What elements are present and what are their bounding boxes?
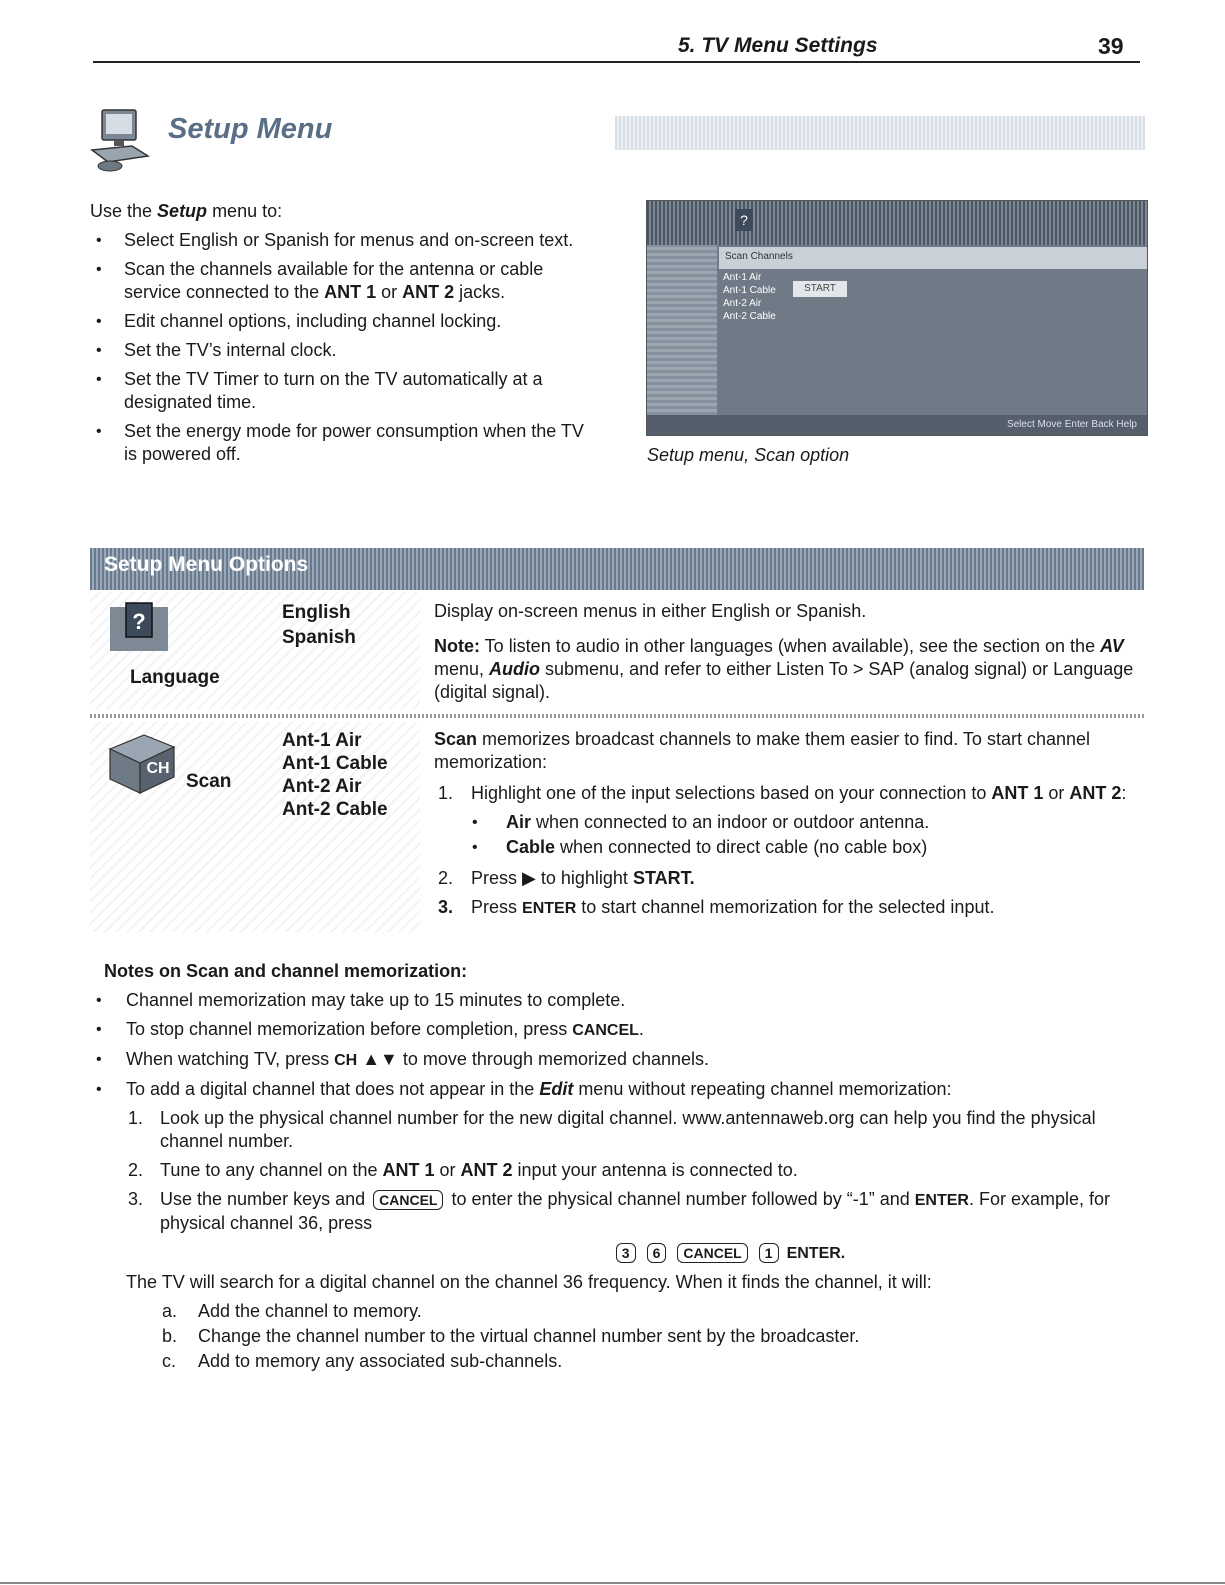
svg-text:CH: CH	[146, 760, 170, 777]
language-note: Note: To listen to audio in other languages (when available), see the section on the AV menu, Audio submenu, and refer to either Listen To > SAP (analog signal) or Language (digital signal).	[434, 636, 1134, 702]
cancel-key-icon: CANCEL	[373, 1190, 443, 1210]
enter-key-label: ENTER.	[786, 1245, 846, 1262]
start-button: START	[793, 281, 847, 297]
note-bullet: • To stop channel memorization before completion, press CANCEL.	[90, 1018, 1134, 1042]
scan-panel-header: Scan Channels	[719, 247, 1147, 269]
notes-heading: Notes on Scan and channel memorization:	[104, 961, 468, 981]
language-question-icon: ?	[735, 209, 753, 231]
page-bottom-edge	[0, 1582, 1225, 1584]
result-item: a. Add the channel to memory.	[162, 1301, 422, 1321]
language-description: Display on-screen menus in either English or Spanish. Note: To listen to audio in other languages (when available), see the section on the AV menu, Audio submenu, and refer to either Listen To > SAP (analog signal) or Language (digital signal).	[434, 601, 1134, 702]
note-bullet: • To add a digital channel that does not appear in the Edit menu without repeating channel memorization:	[90, 1078, 1134, 1101]
cancel-key-icon: CANCEL	[677, 1243, 747, 1263]
screenshot-caption: Setup menu, Scan option	[647, 445, 850, 465]
intro-bullet: • Select English or Spanish for menus and on-screen text.	[90, 229, 600, 252]
note-bullet: • Channel memorization may take up to 15 minutes to complete.	[90, 989, 1134, 1012]
header-divider	[93, 61, 1140, 63]
scan-step: 2. Press ▶ to highlight START.	[438, 868, 695, 888]
result-paragraph: The TV will search for a digital channel on the channel 36 frequency. When it finds the channel, it will:	[126, 1272, 932, 1292]
scan-channels-icon	[104, 729, 178, 797]
scan-options-list: Ant-1 Air Ant-1 Cable Ant-2 Air Ant-2 Cable	[723, 272, 776, 322]
title-decoration	[615, 116, 1145, 150]
up-down-arrow-icon: ▲▼	[362, 1049, 398, 1069]
language-icon	[108, 601, 172, 657]
result-item: b. Change the channel number to the virtual channel number sent by the broadcaster.	[162, 1326, 860, 1346]
intro-lead: Use the Setup menu to:	[90, 201, 283, 221]
intro-bullet: • Set the TV’s internal clock.	[90, 339, 600, 362]
intro-bullet: • Set the energy mode for power consumption when the TV is powered off.	[90, 420, 600, 466]
key-1-icon: 1	[759, 1243, 779, 1263]
result-item: c. Add to memory any associated sub-channels.	[162, 1351, 563, 1371]
scan-option-name: Scan	[186, 771, 232, 792]
submenu-icon-column	[647, 245, 717, 415]
key-sequence	[104, 1241, 1134, 1265]
key-6-icon: 6	[647, 1243, 667, 1263]
options-table-title: Setup Menu Options	[104, 553, 309, 576]
remote-hint-bar: Select Move Enter Back Help	[647, 415, 1147, 435]
note-bullet: • When watching TV, press CH ▲▼ to move through memorized channels.	[90, 1048, 1134, 1072]
language-choices: English Spanish	[282, 602, 356, 648]
scan-substep: • Cable when connected to direct cable (no cable box)	[434, 836, 1134, 859]
note-step: 1. Look up the physical channel number for the new digital channel. www.antennaweb.org can help you find the physical channel number.	[128, 1108, 1096, 1151]
page-title: Setup Menu	[168, 113, 333, 145]
svg-text:?: ?	[132, 609, 146, 634]
scan-substep: • Air when connected to an indoor or outdoor antenna.	[434, 811, 1134, 834]
page-number: 39	[1098, 33, 1124, 59]
scan-notes	[104, 960, 1134, 1375]
setup-monitor-icon	[88, 106, 158, 174]
right-arrow-icon: ▶	[522, 868, 536, 888]
note-step: 2. Tune to any channel on the ANT 1 or ANT 2 input your antenna is connected to.	[128, 1160, 798, 1180]
intro-section	[90, 200, 600, 472]
row-divider	[90, 714, 1144, 718]
section-title: 5. TV Menu Settings	[678, 34, 878, 57]
setup-menu-screenshot	[646, 200, 1148, 436]
scan-step: 3. Press ENTER to start channel memorization for the selected input.	[438, 897, 995, 917]
menu-icon-bar	[647, 201, 1147, 245]
key-3-icon: 3	[616, 1243, 636, 1263]
intro-bullet: • Scan the channels available for the antenna or cable service connected to the ANT 1 or ANT 2 jacks.	[90, 258, 600, 304]
intro-bullet: • Set the TV Timer to turn on the TV automatically at a designated time.	[90, 368, 600, 414]
language-option-name: Language	[130, 667, 220, 688]
scan-description: Scan memorizes broadcast channels to make them easier to find. To start channel memorization: 1. Highlight one of the input selections based on your connection to ANT 1 or ANT 2: • Air when connected to an indoor or outdoor antenna. • Cable when connected to direct cable (no cable box) 2. Press ▶ to highlight START. 3. Press ENTER to start channel memorization for the selected input.	[434, 728, 1134, 926]
scan-step: 1. Highlight one of the input selections based on your connection to ANT 1 or ANT 2:	[438, 783, 1127, 803]
intro-bullet: • Edit channel options, including channel locking.	[90, 310, 600, 333]
scan-choices: Ant-1 Air Ant-1 Cable Ant-2 Air Ant-2 Cable	[282, 730, 388, 820]
note-step: 3. Use the number keys and CANCEL to enter the physical channel number followed by “-1” and ENTER. For example, for physical channel 36, press	[128, 1189, 1111, 1233]
